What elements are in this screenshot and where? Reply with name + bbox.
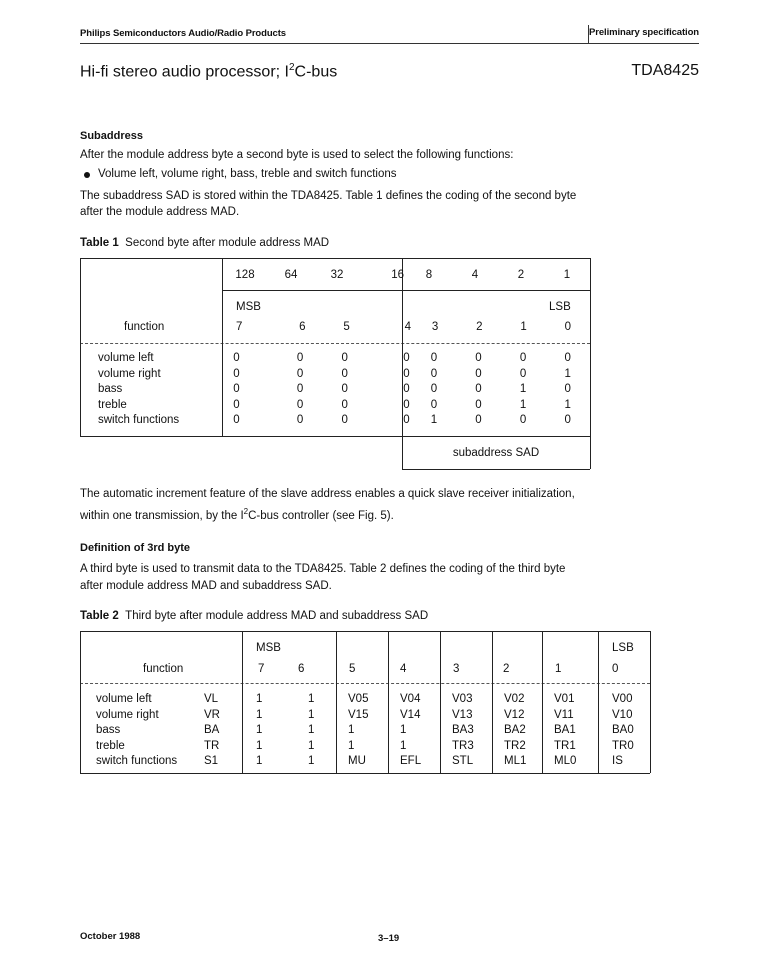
function-name: volume left <box>96 693 152 705</box>
table2-bit: 1 <box>555 663 562 675</box>
value-cell: V00 <box>612 693 633 705</box>
value-cell: 0 <box>564 352 571 364</box>
table2-bit: 6 <box>298 663 305 675</box>
table1-weights-row <box>222 268 590 284</box>
bit-cell: 2 <box>476 321 483 333</box>
function-name: treble <box>98 398 127 411</box>
table1-lsb: LSB <box>549 301 571 313</box>
table1-bits <box>222 320 590 336</box>
bit-cell: 1 <box>520 321 527 333</box>
table1-function-label: function <box>124 321 165 333</box>
table2-bit: 0 <box>612 663 619 675</box>
header-divider <box>588 25 589 43</box>
value-cell: 0 <box>430 398 438 411</box>
value-cell: V11 <box>554 708 574 721</box>
value-cell: 0 <box>341 398 348 411</box>
value-cell: V01 <box>554 693 575 705</box>
function-code: VL <box>204 693 219 705</box>
footer-date: October 1988 <box>80 931 141 942</box>
auto-increment-line-1: The automatic increment feature of the slave address enables a quick slave receiver initialization, <box>80 488 575 500</box>
value-cell: MU <box>348 755 366 767</box>
function-name: bass <box>96 724 121 736</box>
value-cell: 1 <box>256 693 263 705</box>
value-cell: 1 <box>564 398 571 411</box>
table1-bottom-rule <box>80 436 590 437</box>
value-cell: 0 <box>233 398 240 411</box>
value-cell: BA3 <box>452 724 474 736</box>
value-cell: 1 <box>308 724 315 736</box>
value-cell: 1 <box>430 414 438 426</box>
value-cell: V12 <box>504 708 525 721</box>
title-suffix: C-bus <box>294 63 338 81</box>
weight-cell: 1 <box>563 269 571 281</box>
value-cell: 0 <box>233 367 240 380</box>
bullet-dot <box>84 172 90 178</box>
third-byte-heading: Definition of 3rd byte <box>80 542 190 554</box>
table1-header-rule <box>80 343 590 344</box>
value-cell: 1 <box>564 367 571 380</box>
value-cell: 0 <box>430 367 438 380</box>
value-cell: 1 <box>256 708 263 721</box>
value-cell: 0 <box>341 383 348 395</box>
value-cell: ML0 <box>554 755 577 767</box>
value-cell: 0 <box>296 352 304 364</box>
value-cell: V15 <box>348 708 369 721</box>
value-cell: TR0 <box>612 739 634 752</box>
value-cell: 0 <box>430 352 438 364</box>
value-cell: 0 <box>296 367 304 380</box>
footer-page-number: 3–19 <box>378 933 400 944</box>
subaddress-heading: Subaddress <box>80 130 143 142</box>
table-row <box>80 708 650 724</box>
value-cell: 0 <box>341 414 348 426</box>
value-cell: 0 <box>564 414 571 426</box>
value-cell: 1 <box>308 708 315 721</box>
table1-right-edge <box>590 258 591 469</box>
weight-cell: 32 <box>330 269 344 281</box>
value-cell: V02 <box>504 693 525 705</box>
value-cell: 0 <box>475 398 482 411</box>
table-row <box>80 413 590 429</box>
value-cell: 0 <box>403 352 410 364</box>
value-cell: V10 <box>612 708 633 721</box>
function-code: S1 <box>204 755 219 767</box>
value-cell: BA1 <box>554 724 576 736</box>
function-name: volume right <box>96 708 159 721</box>
table-row <box>80 351 590 367</box>
auto-increment-suffix: C-bus controller (see Fig. 5). <box>248 509 394 522</box>
header-rule <box>80 43 699 44</box>
table-row <box>80 723 650 739</box>
subaddress-paragraph-2a: The subaddress SAD is stored within the TDA8425. Table 1 defines the coding of the second byte <box>80 190 577 202</box>
table-row <box>80 754 650 770</box>
value-cell: 0 <box>475 414 482 426</box>
value-cell: V14 <box>400 708 421 721</box>
table1-body <box>80 351 590 429</box>
auto-increment-superscript: 2 <box>243 507 249 516</box>
value-cell: 0 <box>341 367 348 380</box>
value-cell: 0 <box>233 414 240 426</box>
table2-function-label: function <box>143 663 184 675</box>
value-cell: STL <box>452 755 474 767</box>
table-row <box>80 382 590 398</box>
value-cell: 1 <box>256 739 263 752</box>
auto-increment-text: within one transmission, by the I <box>80 509 244 522</box>
bit-cell: 5 <box>343 321 350 333</box>
table1-caption <box>80 235 329 252</box>
auto-increment-line-2 <box>80 503 394 525</box>
value-cell: 0 <box>233 383 240 395</box>
value-cell: 0 <box>475 367 482 380</box>
table1-caption-text: Second byte after module address MAD <box>125 237 330 249</box>
weight-cell: 2 <box>517 269 525 281</box>
value-cell: 0 <box>403 383 410 395</box>
value-cell: 1 <box>308 755 315 767</box>
function-name: switch functions <box>96 755 178 767</box>
value-cell: TR2 <box>504 739 526 752</box>
table1-bits-row <box>222 320 590 336</box>
table-row <box>80 692 650 708</box>
bit-cell: 3 <box>431 321 439 333</box>
part-number: TDA8425 <box>631 62 699 79</box>
table2-bit: 5 <box>349 663 356 675</box>
table2-bit: 7 <box>258 663 265 675</box>
bit-cell: 0 <box>564 321 572 333</box>
table1-weights <box>222 268 590 284</box>
table2-bit: 4 <box>400 663 407 675</box>
value-cell: 0 <box>475 383 482 395</box>
document-title <box>80 62 337 81</box>
weight-cell: 4 <box>471 269 479 281</box>
subaddress-bullet-text: Volume left, volume right, bass, treble and switch functions <box>98 168 397 180</box>
table1-subaddress-label: subaddress SAD <box>452 447 540 459</box>
function-name: volume left <box>98 352 154 364</box>
table1-weights-rule <box>222 290 590 291</box>
value-cell: 1 <box>348 724 355 736</box>
table2-bit: 2 <box>503 663 510 675</box>
subaddress-paragraph-2b: after the module address MAD. <box>80 206 240 218</box>
function-code: TR <box>204 739 220 752</box>
document-status: Preliminary specification <box>589 27 699 38</box>
value-cell: ML1 <box>504 755 527 767</box>
value-cell: TR1 <box>554 739 576 752</box>
table2-body <box>80 692 650 770</box>
table-row <box>80 367 590 383</box>
table1-msb: MSB <box>236 301 261 313</box>
value-cell: 1 <box>256 724 263 736</box>
value-cell: V13 <box>452 708 473 721</box>
subaddress-paragraph-1: After the module address byte a second byte is used to select the following functions: <box>80 149 514 161</box>
table-row <box>80 739 650 755</box>
value-cell: 0 <box>403 398 410 411</box>
table2-right-edge <box>650 631 651 773</box>
value-cell: 1 <box>348 739 355 752</box>
value-cell: 0 <box>296 398 304 411</box>
third-byte-paragraph-1: A third byte is used to transmit data to the TDA8425. Table 2 defines the coding of the third byte <box>80 563 566 575</box>
value-cell: 0 <box>519 367 527 380</box>
function-name: bass <box>98 383 123 395</box>
value-cell: EFL <box>400 755 422 767</box>
table2-top-rule <box>80 631 650 632</box>
table2-lsb: LSB <box>612 642 634 654</box>
third-byte-paragraph-2: after module address MAD and subaddress SAD. <box>80 580 332 592</box>
value-cell: 1 <box>400 724 407 736</box>
company-name: Philips Semiconductors Audio/Radio Products <box>80 28 286 39</box>
function-code: VR <box>204 708 220 721</box>
value-cell: BA0 <box>612 724 634 736</box>
function-name: volume right <box>98 367 161 380</box>
value-cell: 0 <box>519 414 527 426</box>
value-cell: V04 <box>400 693 421 705</box>
value-cell: IS <box>612 755 623 767</box>
value-cell: BA2 <box>504 724 526 736</box>
value-cell: 0 <box>430 383 438 395</box>
value-cell: V03 <box>452 693 473 705</box>
bit-cell: 4 <box>404 321 412 333</box>
value-cell: TR3 <box>452 739 474 752</box>
table2-msb: MSB <box>256 642 281 654</box>
value-cell: 0 <box>403 414 410 426</box>
title-superscript: 2 <box>288 62 295 73</box>
bit-cell: 6 <box>299 321 306 333</box>
value-cell: 1 <box>519 383 527 395</box>
table1-top-rule <box>80 258 590 259</box>
value-cell: 1 <box>308 739 315 752</box>
value-cell: 0 <box>341 352 348 364</box>
value-cell: 1 <box>519 398 527 411</box>
value-cell: 0 <box>475 352 482 364</box>
value-cell: 0 <box>564 383 571 395</box>
value-cell: 0 <box>233 352 240 364</box>
function-name: treble <box>96 739 125 752</box>
table1-sad-rule <box>402 469 590 470</box>
value-cell: 0 <box>296 383 304 395</box>
value-cell: V05 <box>348 693 369 705</box>
table2-caption <box>80 608 428 625</box>
table2-header-rule <box>80 683 650 684</box>
title-text: Hi-fi stereo audio processor; I <box>80 63 289 81</box>
table1-caption-label: Table 1 <box>80 237 119 249</box>
weight-cell: 16 <box>391 269 404 281</box>
value-cell: 1 <box>400 739 407 752</box>
weight-cell: 8 <box>425 269 433 281</box>
value-cell: 0 <box>296 414 304 426</box>
weight-cell: 64 <box>284 269 298 281</box>
value-cell: 1 <box>256 755 263 767</box>
bit-cell: 7 <box>236 321 243 333</box>
table2-bit: 3 <box>453 663 460 675</box>
function-name: switch functions <box>98 414 180 426</box>
table-row <box>80 398 590 414</box>
weight-cell: 128 <box>235 269 255 281</box>
value-cell: 0 <box>519 352 527 364</box>
table2-caption-label: Table 2 <box>80 610 119 622</box>
value-cell: 1 <box>308 693 315 705</box>
table2-caption-text: Third byte after module address MAD and subaddress SAD <box>125 610 429 622</box>
value-cell: 0 <box>403 367 410 380</box>
table2-bottom-rule <box>80 773 650 774</box>
function-code: BA <box>204 724 220 736</box>
